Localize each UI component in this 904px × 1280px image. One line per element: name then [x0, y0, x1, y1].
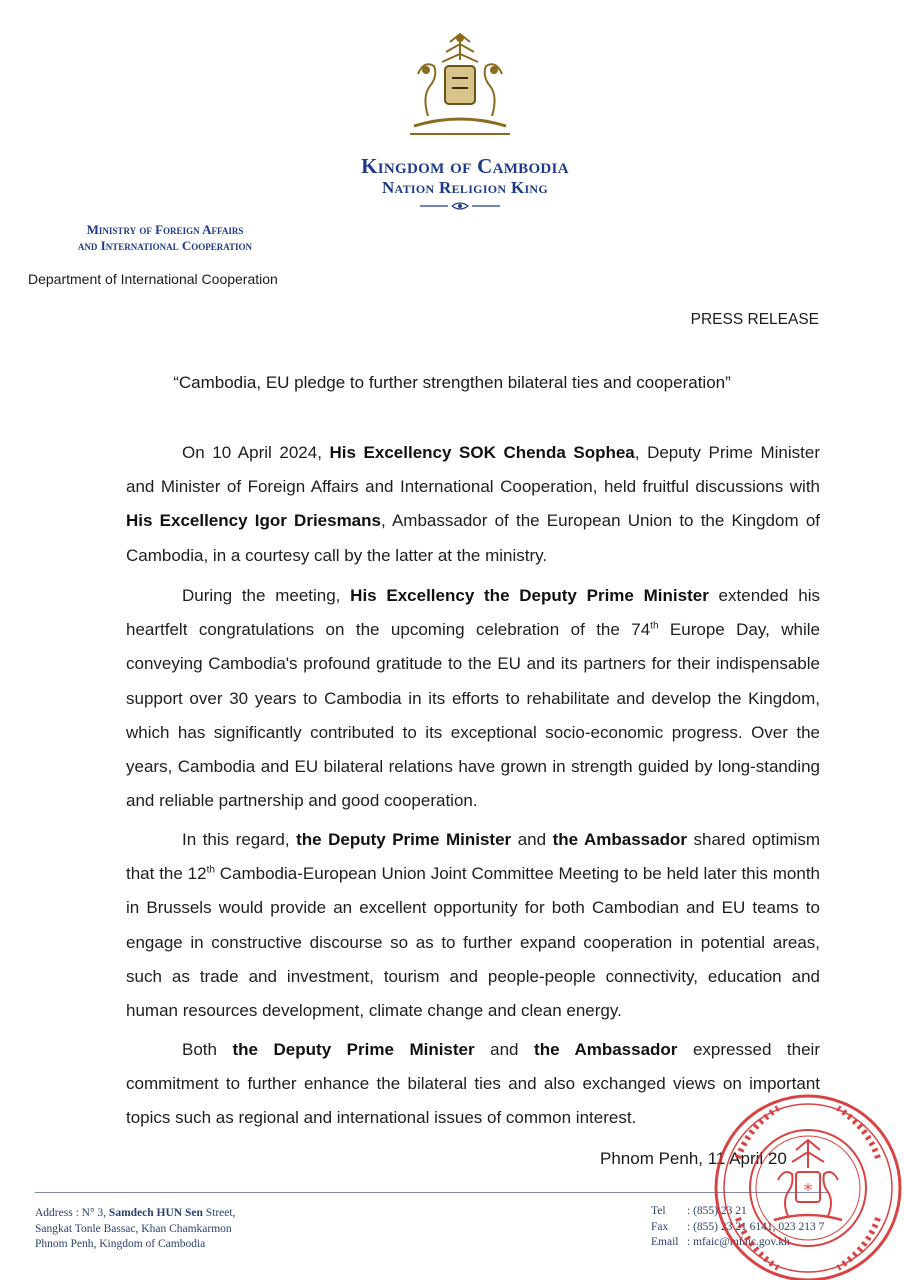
fax: Fax : (855) 23 21 6141, 023 213 7: [651, 1220, 825, 1233]
press-release-headline: “Cambodia, EU pledge to further strengthen bilateral ties and cooperation”: [173, 373, 731, 392]
email: Email : mfaic@mfaic.gov.kh: [651, 1236, 790, 1248]
svg-text:*: *: [803, 1180, 813, 1201]
national-motto: Nation Religion King: [381, 178, 549, 197]
document-type: PRESS RELEASE: [690, 311, 819, 328]
paragraph-2: During the meeting, His Excellency the Deputy Prime Minister extended his heartfelt congratulations on the upcoming celebration of the 74th Europe Day, while conveying Cambodia's profound gratitude to the EU and its partners for their indispensable support over 30 years to Cambodia in its efforts to rehabilitate and develop the Kingdom, which has significantly contributed to its exceptional socio-economic progress. Over the years, Cambodia and EU bilateral relations have grown in strength guided by long-standing and reliable partnership and good cooperation.: [126, 586, 821, 811]
department-name: Department of International Cooperation: [28, 271, 278, 287]
kingdom-title: Kingdom of Cambodia: [361, 154, 569, 178]
ministry-name: [30, 222, 300, 254]
divider-ornament-icon: [418, 200, 502, 212]
official-ministry-seal-icon: [708, 1088, 904, 1280]
ministry-line-2: and International Cooperation: [77, 238, 253, 253]
royal-coat-of-arms-icon: [400, 30, 520, 142]
ministry-line-1: Ministry of Foreign Affairs: [86, 222, 244, 237]
place-and-date: Phnom Penh, 11 April 20: [600, 1149, 787, 1168]
telephone: Tel : (855) 23 21: [651, 1205, 747, 1217]
footer-address: Address : N° 3, Samdech HUN Sen Street, Sangkat Tonle Bassac, Khan Chamkarmon Phnom Penh, Kingdom of Cambodia: [35, 1207, 236, 1250]
paragraph-3: In this regard, the Deputy Prime Minister and the Ambassador shared optimism that the 12th Cambodia-European Union Joint Committee Meeting to be held later this month in Brussels would provide an excellent opportunity for both Cambodian and EU teams to engage in constructive discourse so as to further expand cooperation in potential areas, such as trade and investment, tourism and people-people connectivity, education and human resources development, climate change and clean energy.: [126, 830, 821, 1021]
paragraph-4: Both the Deputy Prime Minister and the Ambassador expressed their commitment to further enhance the bilateral ties and also exchanged views on important topics such as regional and international issues of common interest.: [126, 1040, 820, 1128]
paragraph-1: On 10 April 2024, His Excellency SOK Chenda Sophea, Deputy Prime Minister and Minister of Foreign Affairs and International Cooperation, held fruitful discussions with His Excellency Igor Driesmans, Ambassador of the European Union to the Kingdom of Cambodia, in a courtesy call by the latter at the ministry.: [126, 443, 821, 565]
